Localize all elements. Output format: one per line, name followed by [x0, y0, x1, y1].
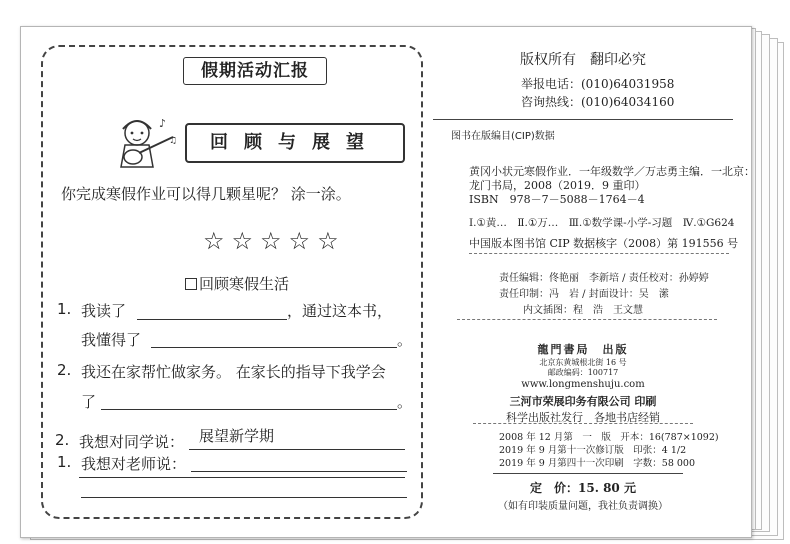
- rating-stars[interactable]: ☆☆☆☆☆: [203, 227, 346, 255]
- teacher-label: 我想对老师说：: [81, 455, 187, 473]
- panel-title: 假期活动汇报: [183, 57, 327, 85]
- divider: [433, 119, 733, 120]
- copyright-panel: [433, 27, 755, 527]
- divider: [469, 253, 729, 254]
- consult-phone: 咨询热线：(010)64034160: [521, 95, 675, 109]
- item-number: 1.: [57, 453, 72, 471]
- section-outlook-title: 展望新学期: [199, 427, 275, 445]
- classmate-blank-1[interactable]: [189, 449, 405, 450]
- chores-label-cont: 了: [81, 393, 97, 411]
- divider: [457, 319, 717, 320]
- item-number: 1.: [57, 300, 72, 318]
- quality-note: （如有印装质量问题，我社负责调换）: [498, 501, 668, 512]
- distributor: 科学出版社发行 各地书店经销: [506, 411, 660, 424]
- teacher-blank-1[interactable]: [191, 471, 407, 472]
- item-number: 2.: [57, 361, 72, 379]
- section-review-title: 回顾寒假生活: [185, 273, 289, 294]
- publisher-website: www.longmenshuju.com: [521, 379, 645, 390]
- kid-guitar-icon: [99, 113, 179, 171]
- item-number: 2.: [55, 431, 70, 449]
- printer-name: 三河市荣展印务有限公司 印刷: [509, 395, 657, 408]
- chores-label: 我还在家帮忙做家务。 在家长的指导下我学会: [81, 363, 386, 381]
- cip-isbn: ISBN 978－7－5088－1764－4: [469, 193, 645, 206]
- review-outlook-banner: 回顾与展望: [185, 123, 405, 163]
- edition-line-3: 2019 年 9 月第四十一次印刷 字数：58 000: [499, 458, 696, 469]
- publisher-name: 龍門書局 出版: [537, 343, 629, 356]
- cip-classification: Ⅰ.①黄… Ⅱ.①万… Ⅲ.①数学课-小学-习题 Ⅳ.①G624: [469, 217, 735, 229]
- copyright-notice: 版权所有 翻印必究: [520, 52, 646, 68]
- edition-line-1: 2008 年 12 月第 一 版 开本：16(787×1092): [499, 432, 719, 443]
- divider: [473, 423, 693, 424]
- report-phone: 举报电话：(010)64031958: [521, 77, 675, 91]
- price: 定 价：15. 80 元: [530, 481, 636, 495]
- cip-line-2: 龙门书局，2008（2019．9 重印）: [469, 179, 646, 192]
- read-label-cont: ，通过这本书，: [287, 302, 393, 320]
- teacher-blank-2[interactable]: [81, 497, 407, 498]
- edition-line-2: 2019 年 9 月第十一次修订版 印张：4 1/2: [499, 445, 687, 456]
- cip-line-1: 黄冈小状元寒假作业．一年级数学／万志勇主编．一北京：: [469, 165, 755, 178]
- svg-text:♫: ♫: [169, 136, 178, 146]
- star-question: 你完成寒假作业可以得几颗星呢？ 涂一涂。: [61, 185, 351, 203]
- printing-credits: 责任印制：冯 岩 / 封面设计：吴 潆: [499, 289, 669, 300]
- checkbox-icon: [185, 278, 197, 290]
- publisher-address: 北京东黄城根北街 16 号: [539, 358, 627, 367]
- illustration-credits: 内文插图：程 浩 王文慧: [523, 305, 643, 316]
- cip-title: 图书在版编目(CIP)数据: [451, 131, 555, 142]
- book-title-blank[interactable]: [137, 319, 287, 320]
- book-page: [20, 26, 755, 538]
- divider: [493, 473, 683, 474]
- classmate-blank-2[interactable]: [79, 477, 405, 478]
- svg-text:♪: ♪: [159, 117, 167, 130]
- read-label: 我读了: [81, 302, 127, 320]
- classmate-label: 我想对同学说：: [79, 433, 185, 451]
- cip-core-number: 中国版本图书馆 CIP 数据核字（2008）第 191556 号: [469, 237, 739, 250]
- chores-blank[interactable]: [101, 409, 397, 410]
- editor-credits: 责任编辑：佟艳丽 李新培 / 责任校对：孙婷婷: [499, 273, 709, 284]
- period: 。: [397, 393, 413, 411]
- learned-blank[interactable]: [151, 347, 397, 348]
- learned-label: 我懂得了: [81, 331, 142, 349]
- publisher-postcode: 邮政编码：100717: [547, 368, 619, 377]
- period: 。: [397, 331, 413, 349]
